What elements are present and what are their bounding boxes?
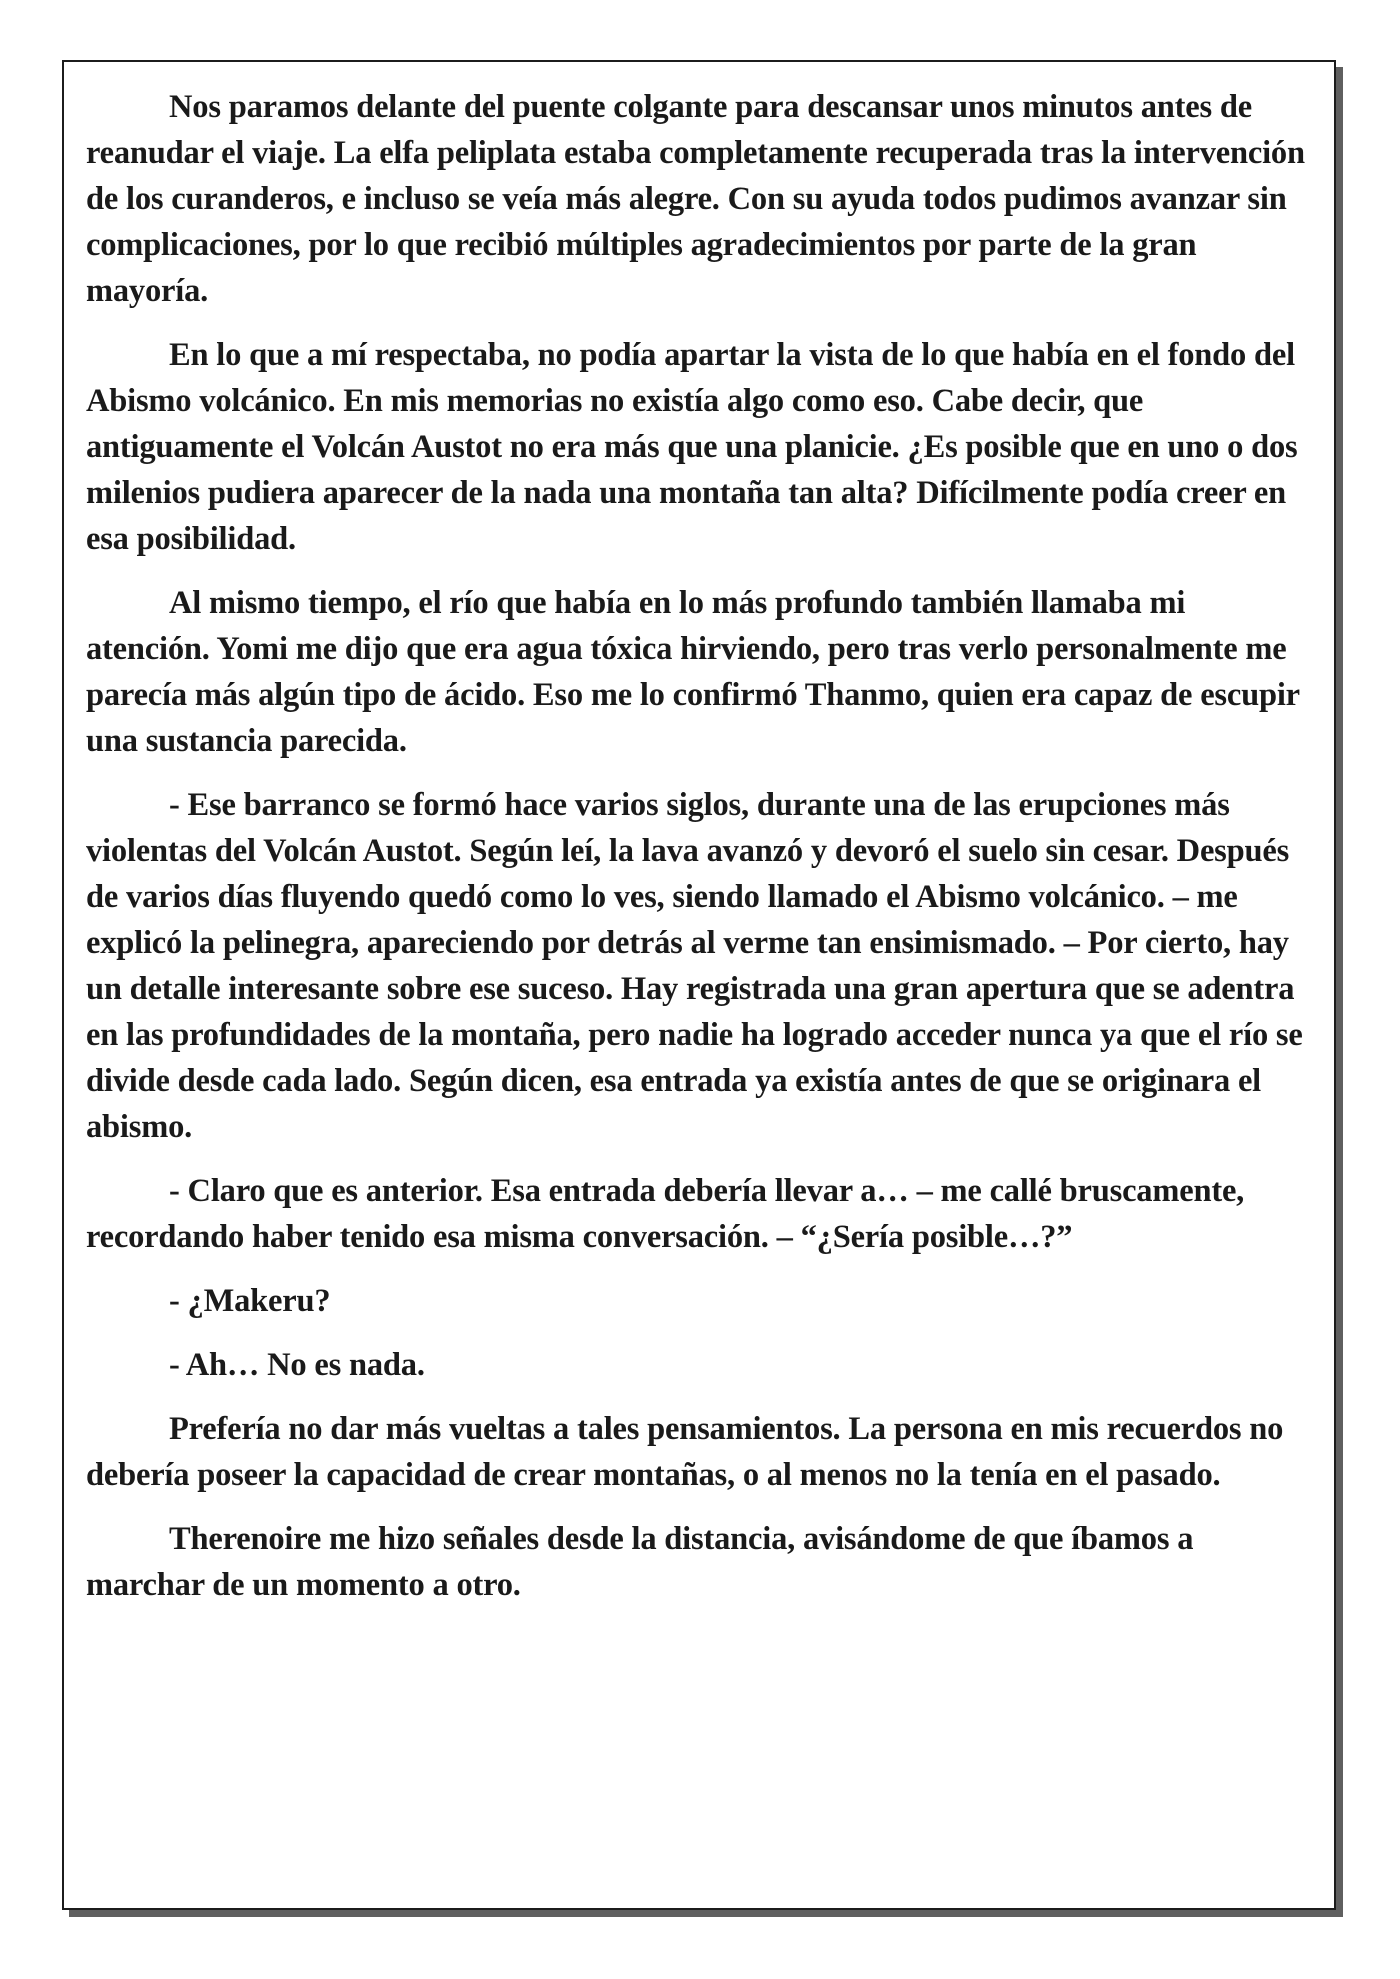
paragraph-3: Al mismo tiempo, el río que había en lo más profundo también llamaba mi atención. Yomi me dijo que era agua tóxica hirviendo, pero tras verlo personalmente me parecía más algún tipo de ácido. Eso me lo confirmó Thanmo, quien era capaz de escupir una sustancia parecida. (86, 585, 1300, 759)
paragraph-6: - ¿Makeru? (169, 1283, 331, 1319)
page-frame (62, 60, 1336, 1910)
page-body (86, 84, 1314, 1626)
paragraph-4: - Ese barranco se formó hace varios siglos, durante una de las erupciones más violentas del Volcán Austot. Según leí, la lava avanzó y devoró el suelo sin cesar. Después de varios días fluyendo quedó como lo ves, siendo llamado el Abismo volcánico. – me explicó la pelinegra, apareciendo por detrás al verme tan ensimismado. – Por cierto, hay un detalle interesante sobre ese suceso. Hay registrada una gran apertura que se adentra en las profundidades de la montaña, pero nadie ha logrado acceder nunca ya que el río se divide desde cada lado. Según dicen, esa entrada ya existía antes de que se originara el abismo. (86, 787, 1303, 1145)
paragraph-1: Nos paramos delante del puente colgante para descansar unos minutos antes de reanudar el viaje. La elfa peliplata estaba completamente recuperada tras la intervención de los curanderos, e incluso se veía más alegre. Con su ayuda todos pudimos avanzar sin complicaciones, por lo que recibió múltiples agradecimientos por parte de la gran mayoría. (86, 89, 1305, 309)
paragraph-2: En lo que a mí respectaba, no podía apartar la vista de lo que había en el fondo del Abismo volcánico. En mis memorias no existía algo como eso. Cabe decir, que antiguamente el Volcán Austot no era más que una planicie. ¿Es posible que en uno o dos milenios pudiera aparecer de la nada una montaña tan alta? Difícilmente podía creer en esa posibilidad. (86, 337, 1298, 557)
paragraph-8: Prefería no dar más vueltas a tales pensamientos. La persona en mis recuerdos no debería poseer la capacidad de crear montañas, o al menos no la tenía en el pasado. (86, 1411, 1284, 1493)
paragraph-9: Therenoire me hizo señales desde la distancia, avisándome de que íbamos a marchar de un momento a otro. (86, 1521, 1194, 1603)
paragraph-5: - Claro que es anterior. Esa entrada debería llevar a… – me callé bruscamente, recordando haber tenido esa misma conversación. – “¿Sería posible…?” (86, 1173, 1245, 1255)
paragraph-7: - Ah… No es nada. (169, 1347, 425, 1383)
